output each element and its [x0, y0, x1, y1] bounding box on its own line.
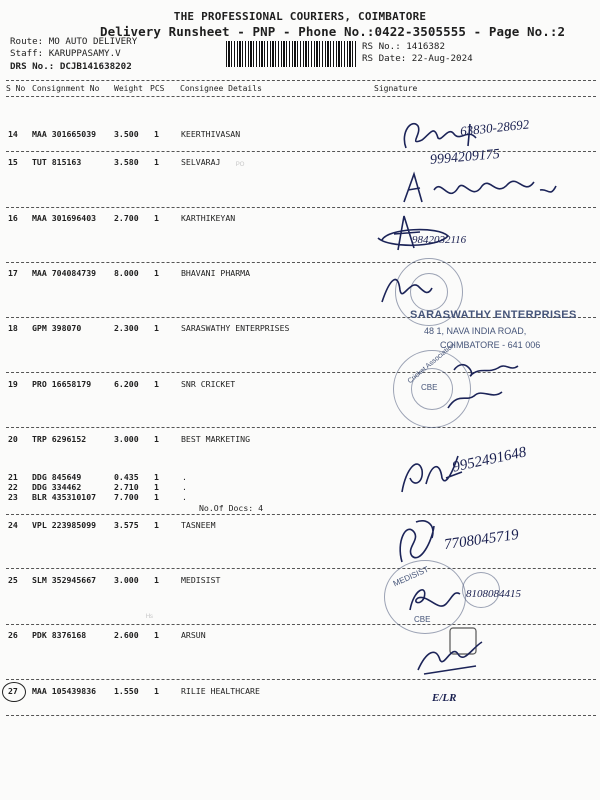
row-weight: 0.435 [114, 472, 139, 482]
col-header-weight: Weight [114, 84, 143, 93]
row-consignee: RILIE HEALTHCARE [181, 686, 260, 696]
row-consignee: KARTHIKEYAN [181, 213, 236, 223]
row-pcs: 1 [154, 379, 159, 389]
handwritten-phone: 9994209175 [429, 146, 501, 169]
stamp-address-line: 48 1, NAVA INDIA ROAD, [424, 326, 527, 336]
row-pcs: 1 [154, 434, 159, 444]
signature-image [404, 580, 464, 616]
rs-date: RS Date: 22-Aug-2024 [362, 53, 473, 64]
row-consignment: DDG 334462 [32, 482, 82, 492]
row-consignment: SLM 352945667 [32, 575, 97, 585]
row-sno: 23 [8, 492, 18, 502]
row-consignee: . [182, 492, 187, 502]
row-consignee: MEDISIST [181, 575, 221, 585]
row-sno: 24 [8, 520, 18, 530]
col-header-signature: Signature [374, 84, 418, 93]
col-header-consignment: Consignment No [32, 84, 100, 93]
row-consignee: KEERTHIVASAN [181, 129, 241, 139]
staff-text: Staff: KARUPPASAMY.V [10, 48, 121, 59]
row-weight: 3.500 [114, 129, 139, 139]
stamp-address-line: COIMBATORE - 641 006 [440, 340, 541, 350]
handwritten-phone: 63830-28692 [459, 116, 530, 139]
row-consignment: TRP 6296152 [32, 434, 87, 444]
row-consignee: SARASWATHY ENTERPRISES [181, 323, 290, 333]
row-weight: 3.000 [114, 434, 139, 444]
row-consignee: ARSUN [181, 630, 206, 640]
row-pcs: 1 [154, 630, 159, 640]
docs-count: No.Of Docs: 4 [199, 503, 264, 513]
signature-image [368, 210, 458, 254]
divider [6, 514, 596, 515]
rs-number: RS No.: 1416382 [362, 41, 445, 52]
divider [6, 80, 596, 81]
bleed-through-mark: ᴴˢ [146, 612, 153, 622]
divider [6, 96, 596, 97]
row-weight: 8.000 [114, 268, 139, 278]
row-consignee: . [182, 482, 187, 492]
col-header-consignee: Consignee Details [180, 84, 262, 93]
bleed-through-mark: ᴾᴼ [236, 160, 245, 170]
stamp-text: MEDISIST [391, 564, 430, 589]
row-consignment: DDG 845649 [32, 472, 82, 482]
barcode-image [226, 41, 356, 67]
runsheet-subtitle: Delivery Runsheet - PNP - Phone No.:0422-3505555 - Page No.:2 [100, 24, 566, 39]
stamp-city: CBE [421, 383, 438, 392]
row-consignee: SNR CRICKET [181, 379, 236, 389]
row-consignee: . [182, 472, 187, 482]
row-weight: 2.700 [114, 213, 139, 223]
row-consignment: MAA 301696403 [32, 213, 97, 223]
row-weight: 3.575 [114, 520, 139, 530]
divider [6, 624, 596, 625]
row-consignee: BEST MARKETING [181, 434, 251, 444]
row-sno: 27 [8, 686, 18, 696]
stamp-company-name: SARASWATHY ENTERPRISES [410, 309, 577, 321]
row-consignment: VPL 223985099 [32, 520, 97, 530]
row-weight: 2.300 [114, 323, 139, 333]
row-sno: 14 [8, 129, 18, 139]
divider [6, 427, 596, 428]
row-weight: 3.580 [114, 157, 139, 167]
row-consignee: BHAVANI PHARMA [181, 268, 251, 278]
row-sno: 18 [8, 323, 18, 333]
row-pcs: 1 [154, 323, 159, 333]
row-sno: 17 [8, 268, 18, 278]
drs-value: DCJB141638202 [59, 61, 132, 72]
row-sno: 16 [8, 213, 18, 223]
company-title: THE PROFESSIONAL COURIERS, COIMBATORE [173, 10, 427, 23]
handwritten-phone: 9842032116 [412, 234, 467, 246]
row-pcs: 1 [154, 157, 159, 167]
handwritten-initials: E/LR [432, 692, 457, 704]
handwritten-phone: 9952491648 [451, 444, 528, 476]
route-text: Route: MO AUTO DELIVERY [10, 36, 138, 47]
signature-image [412, 624, 488, 680]
signature-image [400, 168, 580, 208]
col-header-pcs: PCS [150, 84, 165, 93]
row-weight: 1.550 [114, 686, 139, 696]
row-consignment: PRO 16658179 [32, 379, 92, 389]
divider [6, 262, 596, 263]
handwritten-phone: 8108084415 [466, 588, 521, 600]
row-sno: 21 [8, 472, 18, 482]
row-pcs: 1 [154, 129, 159, 139]
stamp-city: CBE [414, 615, 431, 624]
divider [6, 715, 596, 716]
col-header-sno: S No [6, 84, 26, 93]
row-weight: 2.600 [114, 630, 139, 640]
row-sno: 26 [8, 630, 18, 640]
row-sno: 15 [8, 157, 18, 167]
row-pcs: 1 [154, 575, 159, 585]
row-sno: 19 [8, 379, 18, 389]
row-pcs: 1 [154, 492, 159, 502]
row-consignment: TUT 815163 [32, 157, 82, 167]
row-sno: 25 [8, 575, 18, 585]
signature-image [386, 512, 446, 568]
row-weight: 7.700 [114, 492, 139, 502]
drs-label: DRS No.: [10, 61, 55, 72]
row-pcs: 1 [154, 213, 159, 223]
row-pcs: 1 [154, 268, 159, 278]
row-consignee: TASNEEM [181, 520, 216, 530]
handwritten-phone: 7708045719 [443, 526, 520, 554]
row-weight: 6.200 [114, 379, 139, 389]
row-pcs: 1 [154, 686, 159, 696]
stamp-text: Cricket Association [406, 341, 457, 386]
row-weight: 3.000 [114, 575, 139, 585]
row-consignment: MAA 301665039 [32, 129, 97, 139]
row-consignment: BLR 435310107 [32, 492, 97, 502]
signature-image [440, 352, 560, 412]
row-sno: 20 [8, 434, 18, 444]
row-consignee: SELVARAJ [181, 157, 221, 167]
row-sno: 22 [8, 482, 18, 492]
signature-image [376, 268, 436, 308]
row-pcs: 1 [154, 520, 159, 530]
row-pcs: 1 [154, 482, 159, 492]
row-pcs: 1 [154, 472, 159, 482]
row-consignment: GPM 398070 [32, 323, 82, 333]
divider [6, 679, 596, 680]
row-consignment: PDK 8376168 [32, 630, 87, 640]
row-weight: 2.710 [114, 482, 139, 492]
drs-number [10, 61, 132, 72]
divider [6, 568, 596, 569]
row-consignment: MAA 105439836 [32, 686, 97, 696]
row-consignment: MAA 704084739 [32, 268, 97, 278]
